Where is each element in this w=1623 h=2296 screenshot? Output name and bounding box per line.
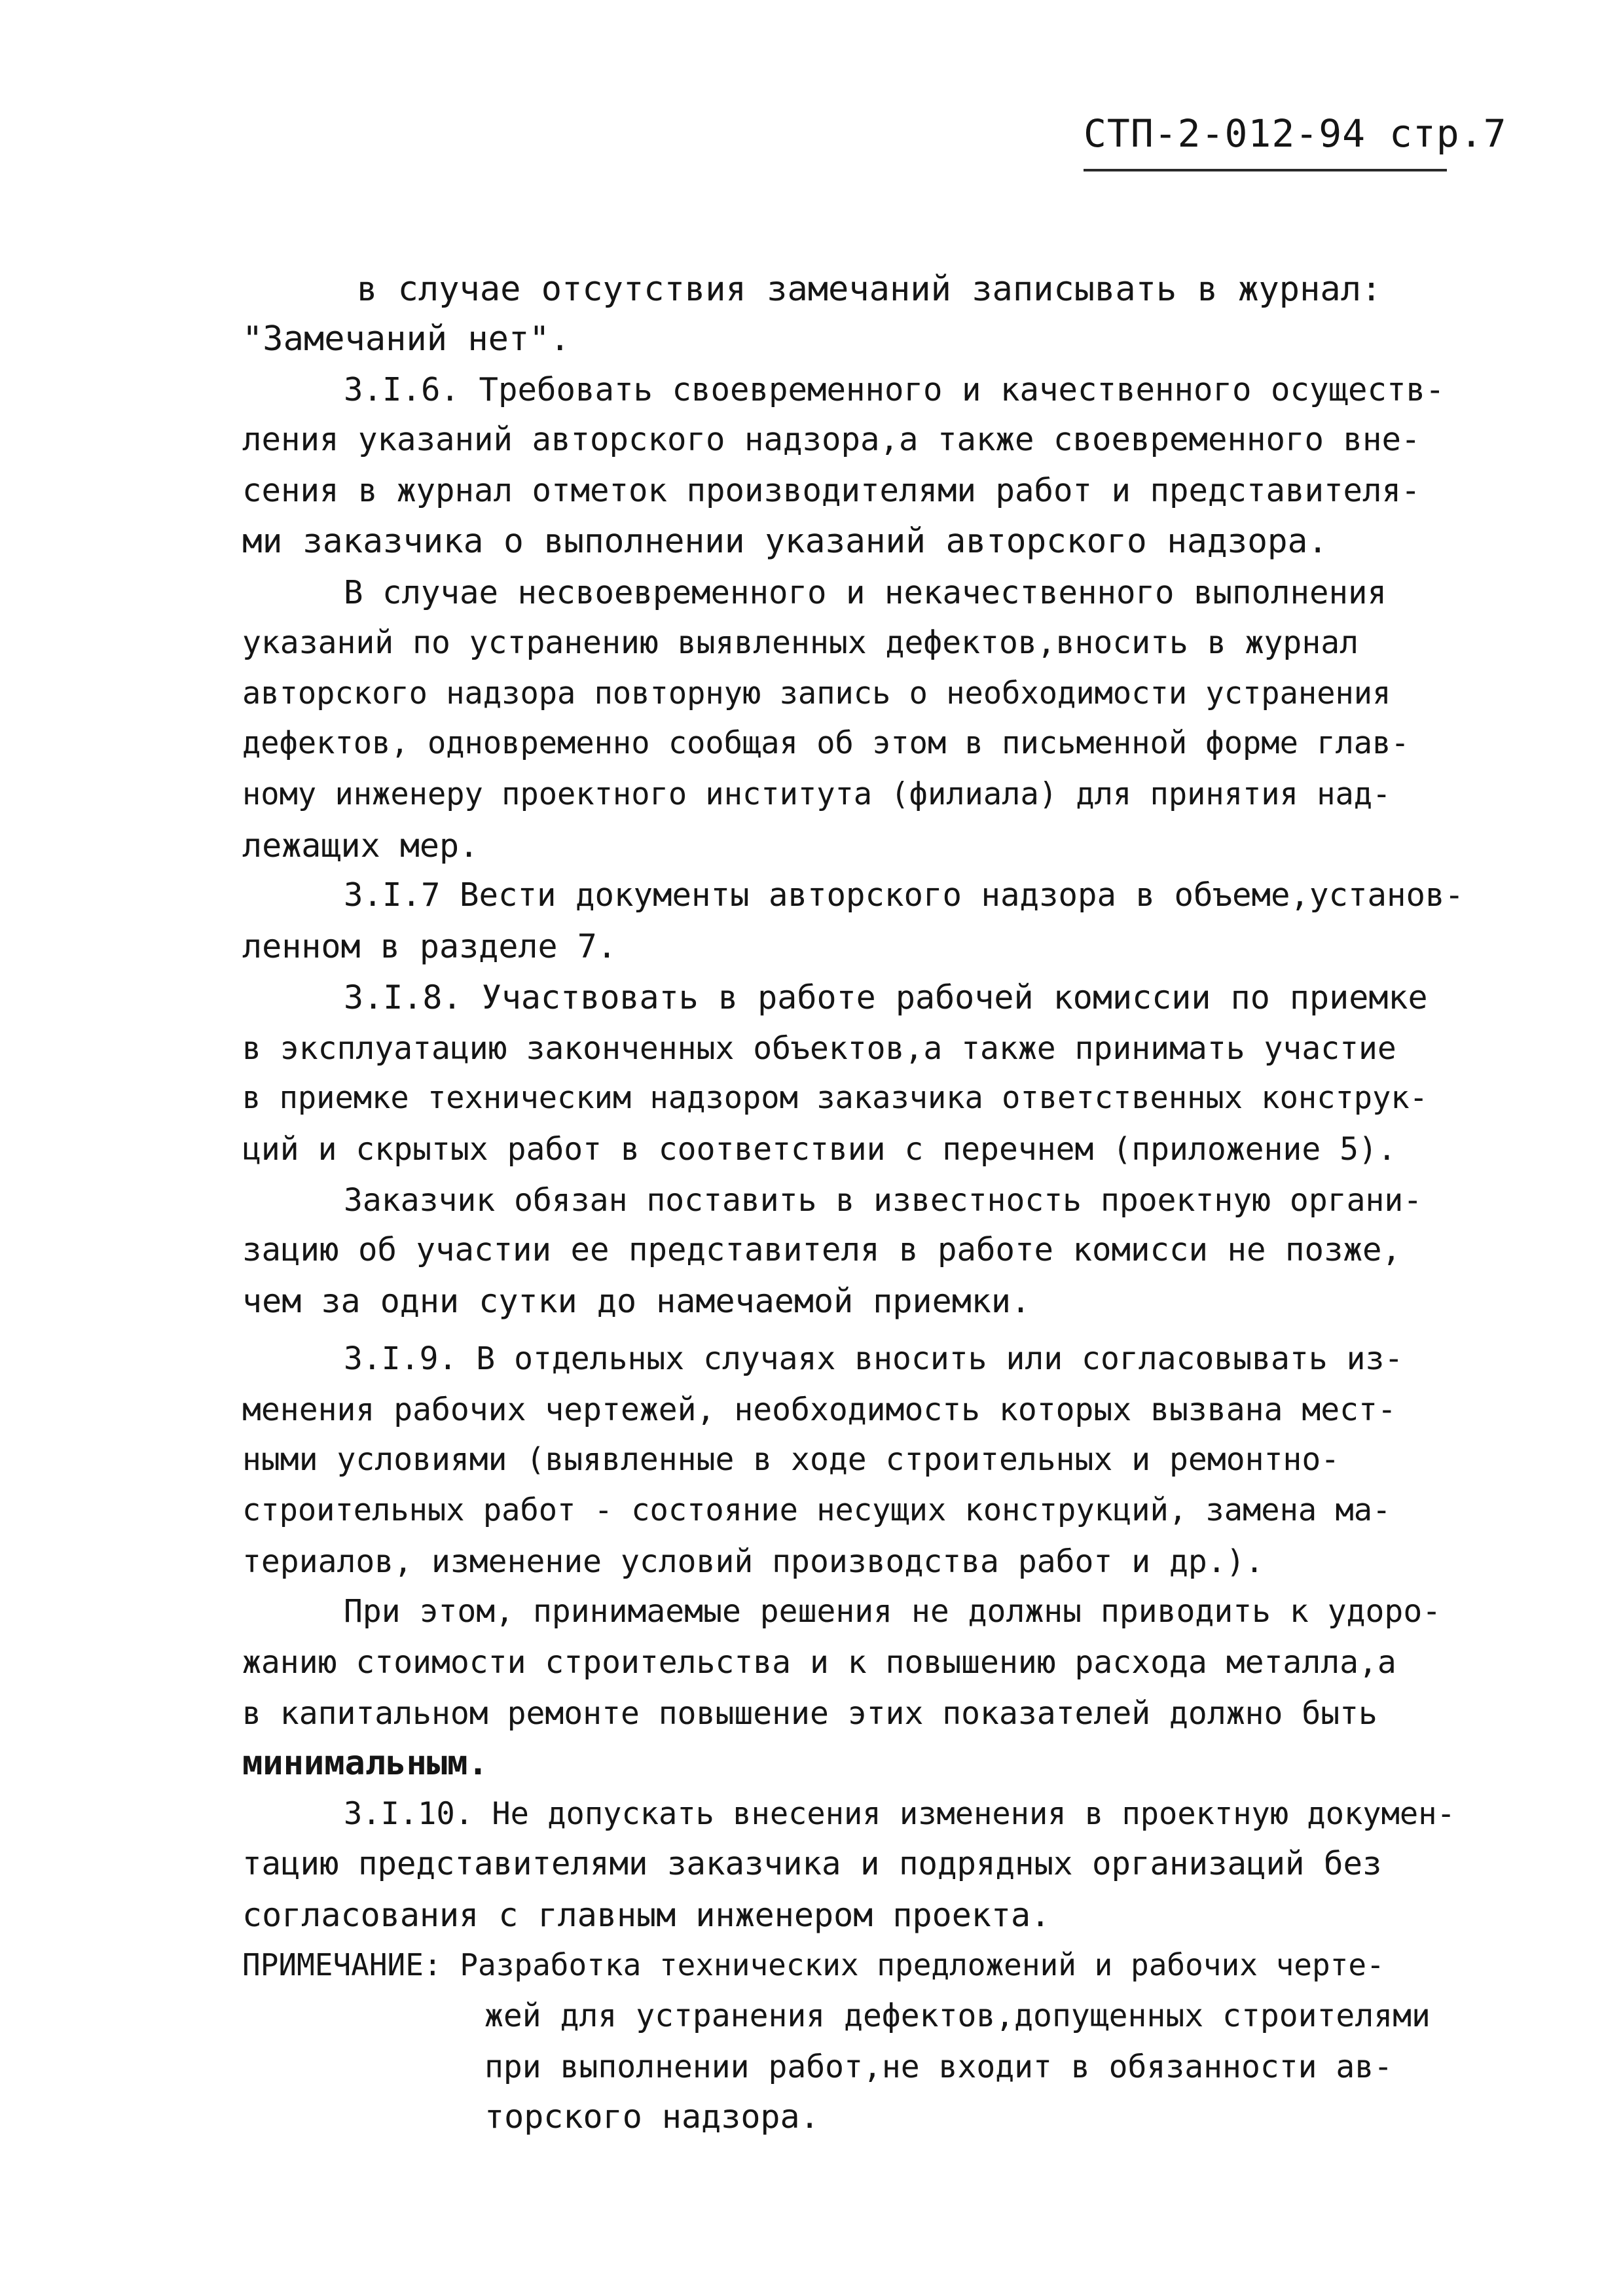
header-underline xyxy=(1084,169,1447,171)
text-line: менения рабочих чертежей, необходимость которых вызвана мест- xyxy=(242,1391,1396,1428)
note-label-line: ПРИМЕЧАНИЕ: Разработка технических предложений и рабочих черте- xyxy=(242,1947,1385,1982)
text-line: В случае несвоевременного и некачественного выполнения xyxy=(344,574,1387,611)
text-line: в случае отсутствия замечаний записывать в журнал: xyxy=(357,270,1382,309)
text-line: торского надзора. xyxy=(484,2098,820,2136)
text-line: ными условиями (выявленные в ходе строительных и ремонтно- xyxy=(242,1441,1340,1478)
text-line: Заказчик обязан поставить в известность проектную органи- xyxy=(344,1182,1423,1219)
text-line: сения в журнал отметок производителями работ и представителя- xyxy=(242,472,1421,509)
text-line: 3.І.6. Требовать своевременного и качественного осуществ- xyxy=(344,371,1445,408)
text-line: ному инженеру проектного института (филиала) для принятия над- xyxy=(242,776,1391,812)
text-line: минимальным. xyxy=(242,1744,488,1783)
text-line: чем за одни сутки до намечаемой приемки. xyxy=(242,1282,1031,1320)
text-line: 3.І.7 Вести документы авторского надзора в объеме,установ- xyxy=(344,876,1465,914)
text-line: жей для устранения дефектов,допущенных строителями xyxy=(484,1998,1431,2034)
text-line: 3.І.10. Не допускать внесения изменения в проектную докумен- xyxy=(344,1796,1455,1832)
text-line: "Замечаний нет". xyxy=(242,319,570,359)
text-line: лежащих мер. xyxy=(242,827,479,865)
text-line: при выполнении работ,не входит в обязанности ав- xyxy=(484,2049,1393,2085)
text-line: ми заказчика о выполнении указаний авторского надзора. xyxy=(242,522,1328,561)
text-line: в капитальном ремонте повышение этих показателей должно быть xyxy=(242,1695,1377,1732)
text-line: териалов, изменение условий производства работ и др.). xyxy=(242,1543,1264,1580)
text-line: согласования с главным инженером проекта. xyxy=(242,1896,1051,1934)
text-line: жанию стоимости строительства и к повышению расхода металла,а xyxy=(242,1644,1396,1681)
text-line: тацию представителями заказчика и подрядных организаций без xyxy=(242,1845,1382,1882)
text-line: 3.І.9. В отдельных случаях вносить или согласовывать из- xyxy=(344,1340,1404,1377)
text-line: авторского надзора повторную запись о необходимости устранения xyxy=(242,675,1391,711)
text-line: в эксплуатацию законченных объектов,а также принимать участие xyxy=(242,1030,1396,1067)
text-line: ления указаний авторского надзора,а также своевременного вне- xyxy=(242,421,1421,458)
text-line: ций и скрытых работ в соответствии с перечнем (приложение 5). xyxy=(242,1131,1396,1168)
text-line: ленном в разделе 7. xyxy=(242,927,617,965)
text-line: дефектов, одновременно сообщая об этом в письменной форме глав- xyxy=(242,725,1410,761)
text-line: указаний по устранению выявленных дефектов,вносить в журнал xyxy=(242,624,1359,661)
text-line: При этом, принимаемые решения не должны приводить к удоро- xyxy=(344,1593,1442,1630)
document-reference: СТП-2-012-94 стр.7 xyxy=(1084,111,1507,156)
text-line: зацию об участии ее представителя в работе комисси не позже, xyxy=(242,1231,1402,1268)
text-line: в приемке техническим надзором заказчика ответственных конструк- xyxy=(242,1080,1428,1116)
text-line: 3.І.8. Участвовать в работе рабочей комиссии по приемке xyxy=(344,978,1428,1016)
text-line: строительных работ - состояние несущих конструкций, замена ма- xyxy=(242,1492,1391,1528)
